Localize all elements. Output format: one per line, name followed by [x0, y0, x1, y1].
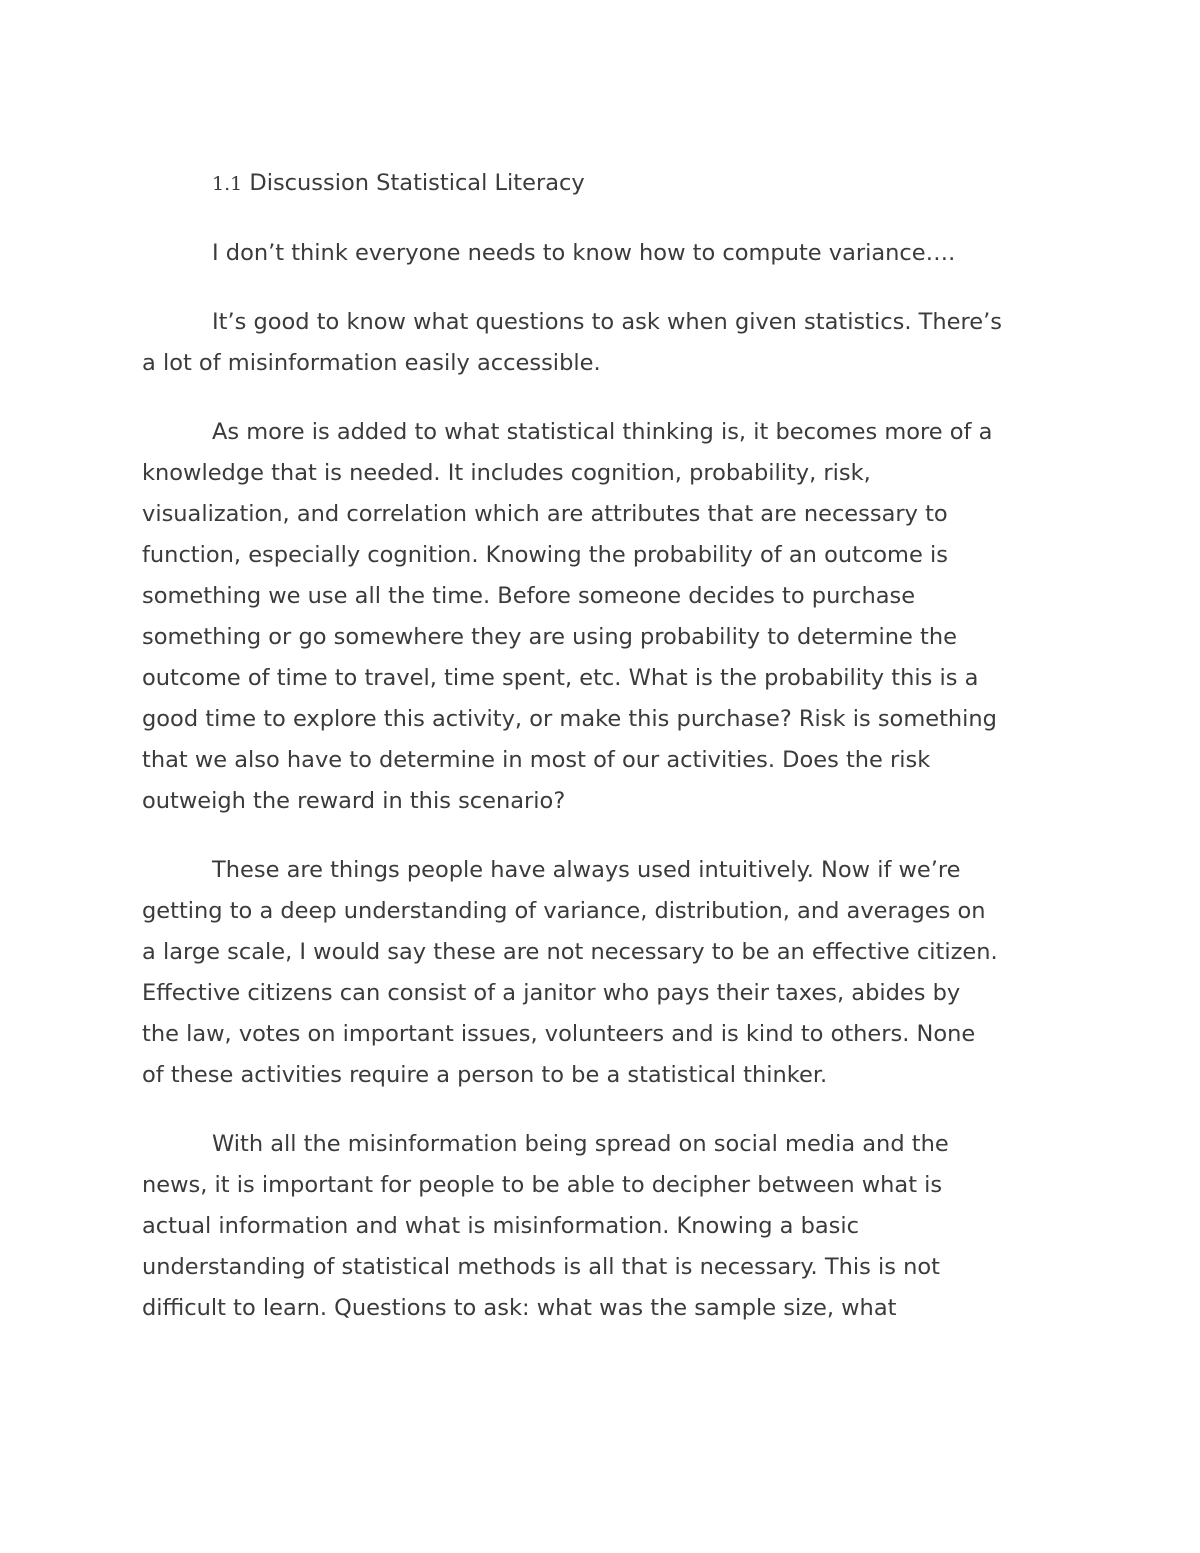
document-title [142, 163, 1002, 205]
paragraph-1: I don’t think everyone needs to know how to compute variance…. [212, 240, 956, 266]
paragraph-5: With all the misinformation being spread on social media and the news, it is important for people to be able to decipher between what is actual information and what is misinformation. Knowing a basic understanding of statistical methods is all that is necessary. This is not difficult to learn. Questions to ask: what was the sample size, what [142, 1131, 949, 1321]
paragraph-4: These are things people have always used intuitively. Now if we’re getting to a deep understanding of variance, distribution, and averages on a large scale, I would say these are not necessary to be an effective citizen. Effective citizens can consist of a janitor who pays their taxes, abides by the law, votes on important issues, volunteers and is kind to others. None of these activities require a person to be a statistical thinker. [142, 857, 998, 1088]
section-number: 1.1 [212, 173, 243, 195]
paragraph-2: It’s good to know what questions to ask when given statistics. There’s a lot of misinformation easily accessible. [142, 309, 1002, 376]
paragraph-3: As more is added to what statistical thinking is, it becomes more of a knowledge that is needed. It includes cognition, probability, risk, visualization, and correlation which are attributes that are necessary to function, especially cognition. Knowing the probability of an outcome is something we use all the time. Before someone decides to purchase something or go somewhere they are using probability to determine the outcome of time to travel, time spent, etc. What is the probability this is a good time to explore this activity, or make this purchase? Risk is something that we also have to determine in most of our activities. Does the risk outweigh the reward in this scenario? [142, 419, 997, 814]
document-body [142, 163, 1002, 1357]
title-text: Discussion Statistical Literacy [249, 170, 585, 196]
